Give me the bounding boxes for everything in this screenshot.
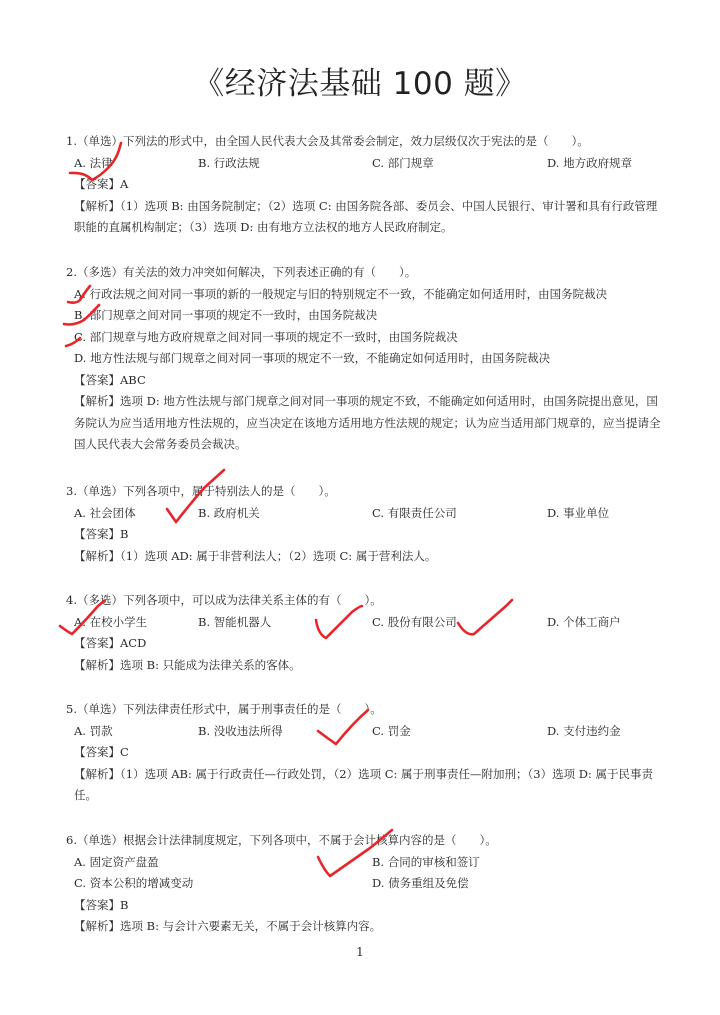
option-a: A. 社会团体 xyxy=(74,505,136,520)
question-stem: 6.（单选）根据会计法律制度规定，下列各项中，不属于会计核算内容的是（ ）。 xyxy=(66,833,497,847)
option-d: D. 支付违约金 xyxy=(547,723,621,738)
option-c: C. 部门规章与地方政府规章之间对同一事项的规定不一致时，由国务院裁决 xyxy=(74,329,458,344)
analysis: 【解析】（1）选项 AB: 属于行政责任—行政处罚，（2）选项 C: 属于刑事责任—附加刑；（3）选项 D: 属于民事责任。 xyxy=(74,766,654,802)
answer: 【答案】ABC xyxy=(74,372,146,387)
analysis: 【解析】（1）选项 AD: 属于非营利法人；（2）选项 C: 属于营利法人。 xyxy=(74,548,437,563)
option-b: B. 行政法规 xyxy=(198,155,260,170)
option-c: C. 部门规章 xyxy=(372,155,434,170)
question-stem: 3.（单选）下列各项中，属于特别法人的是（ ）。 xyxy=(66,484,336,498)
analysis: 【解析】选项 B: 与会计六要素无关，不属于会计核算内容。 xyxy=(74,919,382,933)
option-c: C. 股份有限公司 xyxy=(372,614,457,629)
option-a: A. 行政法规之间对同一事项的新的一般规定与旧的特别规定不一致，不能确定如何适用时，由国务院裁决 xyxy=(74,286,608,301)
option-b: B. 部门规章之间对同一事项的规定不一致时，由国务院裁决 xyxy=(74,308,378,322)
document-title: 《经济法基础 100 题》 xyxy=(193,66,527,102)
option-d: D. 地方性法规与部门规章之间对同一事项的规定不一致，不能确定如何适用时，由国务院裁决 xyxy=(74,351,551,365)
analysis: 【解析】选项 D: 地方性法规与部门规章之间对同一事项的规定不致，不能确定如何适用时，由国务院提出意见，国务院认为应当适用地方性法规的，应当决定在该地方适用地方性法规的规定；认为应当适用部门规章的，应当提请全国人民代表大会常务委员会裁决。 xyxy=(74,394,661,451)
question-stem: 4.（多选）下列各项中，可以成为法律关系主体的有（ ）。 xyxy=(66,593,382,607)
option-d: D. 事业单位 xyxy=(547,505,610,520)
question-1 xyxy=(66,131,666,239)
option-b: B. 政府机关 xyxy=(198,505,260,520)
question-stem: 1.（单选）下列法的形式中，由全国人民代表大会及其常委会制定，效力层级仅次于宪法的是（ ）。 xyxy=(66,134,589,148)
question-5 xyxy=(66,699,666,807)
option-a: A. 在校小学生 xyxy=(74,614,148,629)
option-d: D. 个体工商户 xyxy=(547,614,621,629)
analysis: 【解析】选项 B: 只能成为法律关系的客体。 xyxy=(74,657,301,672)
option-a: A. 固定资产盘盈 xyxy=(74,854,159,869)
question-2 xyxy=(66,262,666,456)
option-c: C. 资本公积的增减变动 xyxy=(74,876,194,890)
answer: 【答案】B xyxy=(74,897,129,912)
option-b: B. 智能机器人 xyxy=(198,614,272,629)
question-stem: 2.（多选）有关法的效力冲突如何解决，下列表述正确的有（ ）。 xyxy=(66,265,417,279)
option-d: D. 债务重组及免偿 xyxy=(372,876,469,890)
option-b: B. 合同的审核和签订 xyxy=(372,854,480,869)
option-c: C. 罚金 xyxy=(372,723,411,738)
answer: 【答案】C xyxy=(74,745,129,759)
question-4 xyxy=(66,590,666,676)
option-c: C. 有限责任公司 xyxy=(372,505,457,520)
answer: 【答案】ACD xyxy=(74,636,147,650)
question-3 xyxy=(66,481,666,567)
question-6 xyxy=(66,830,666,938)
option-a: A. 罚款 xyxy=(74,723,113,738)
page-number: 1 xyxy=(356,945,364,959)
option-a: A. 法律 xyxy=(74,155,113,170)
question-stem: 5.（单选）下列法律责任形式中，属于刑事责任的是（ ）。 xyxy=(66,702,382,716)
analysis: 【解析】（1）选项 B: 由国务院制定；（2）选项 C: 由国务院各部、委员会、中国人民银行、审计署和具有行政管理职能的直属机构制定；（3）选项 D: 由有地方立法权的地方人民政府制定。 xyxy=(74,198,658,234)
answer: 【答案】A xyxy=(74,177,129,191)
option-b: B. 没收违法所得 xyxy=(198,723,283,738)
answer: 【答案】B xyxy=(74,527,129,541)
option-d: D. 地方政府规章 xyxy=(547,155,633,170)
